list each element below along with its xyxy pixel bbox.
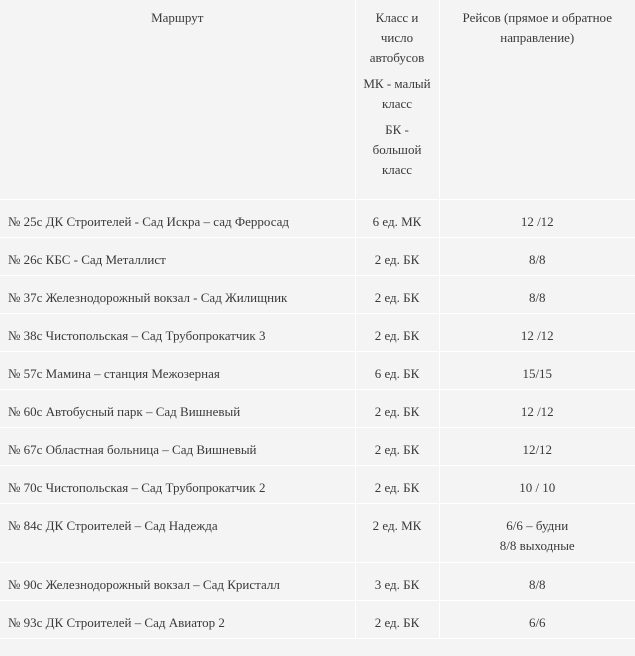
- route-cell: № 67с Областная больница – Сад Вишневый: [0, 427, 355, 465]
- route-cell: № 26с КБС - Сад Металлист: [0, 237, 355, 275]
- class-legend-large: БК - большой класс: [372, 122, 422, 177]
- route-cell: № 93с ДК Строителей – Сад Авиатор 2: [0, 600, 355, 638]
- table-row: [0, 503, 635, 562]
- table-header-row: [0, 0, 635, 199]
- buses-cell: 6 ед. МК: [355, 199, 439, 237]
- table-row: [0, 351, 635, 389]
- trips-cell: [439, 503, 635, 562]
- class-header-text: Класс и число автобусов: [369, 10, 425, 65]
- class-legend-small: МК - малый класс: [363, 76, 431, 111]
- trips-weekdays: 6/6 – будни: [506, 517, 569, 533]
- buses-cell: 2 ед. БК: [355, 465, 439, 503]
- trips-cell: 8/8: [439, 562, 635, 600]
- route-cell: № 84с ДК Строителей – Сад Надежда: [0, 503, 355, 562]
- trips-cell: 12 /12: [439, 389, 635, 427]
- table-row: [0, 237, 635, 275]
- route-cell: № 70с Чистопольская – Сад Трубопрокатчик 2: [0, 465, 355, 503]
- trips-cell: 12/12: [439, 427, 635, 465]
- route-cell: № 60с Автобусный парк – Сад Вишневый: [0, 389, 355, 427]
- buses-cell: 2 ед. БК: [355, 427, 439, 465]
- trips-cell: 10 / 10: [439, 465, 635, 503]
- table-row: [0, 275, 635, 313]
- buses-cell: 6 ед. БК: [355, 351, 439, 389]
- trips-cell: 12 /12: [439, 313, 635, 351]
- table-row: [0, 427, 635, 465]
- buses-cell: 3 ед. БК: [355, 562, 439, 600]
- route-cell: № 57с Мамина – станция Межозерная: [0, 351, 355, 389]
- trips-cell: 12 /12: [439, 199, 635, 237]
- table-row: [0, 562, 635, 600]
- table-row: [0, 389, 635, 427]
- trips-cell: 8/8: [439, 237, 635, 275]
- route-cell: № 38с Чистопольская – Сад Трубопрокатчик 3: [0, 313, 355, 351]
- table-row: [0, 313, 635, 351]
- buses-cell: 2 ед. БК: [355, 313, 439, 351]
- table-row: [0, 199, 635, 237]
- buses-cell: 2 ед. МК: [355, 503, 439, 562]
- buses-cell: 2 ед. БК: [355, 237, 439, 275]
- column-header-class: [355, 0, 439, 199]
- buses-cell: 2 ед. БК: [355, 600, 439, 638]
- buses-cell: 2 ед. БК: [355, 389, 439, 427]
- route-cell: № 90с Железнодорожный вокзал – Сад Кристалл: [0, 562, 355, 600]
- trips-cell: 15/15: [439, 351, 635, 389]
- trips-weekends: 8/8 выходные: [499, 537, 575, 553]
- trips-cell: 8/8: [439, 275, 635, 313]
- trips-cell: 6/6: [439, 600, 635, 638]
- buses-cell: 2 ед. БК: [355, 275, 439, 313]
- route-cell: № 37с Железнодорожный вокзал - Сад Жилищник: [0, 275, 355, 313]
- column-header-trips: Рейсов (прямое и обратное направление): [439, 0, 635, 199]
- route-cell: № 25с ДК Строителей - Сад Искра – сад Ферросад: [0, 199, 355, 237]
- column-header-route: Маршрут: [0, 0, 355, 199]
- table-row: [0, 465, 635, 503]
- table-row: [0, 600, 635, 638]
